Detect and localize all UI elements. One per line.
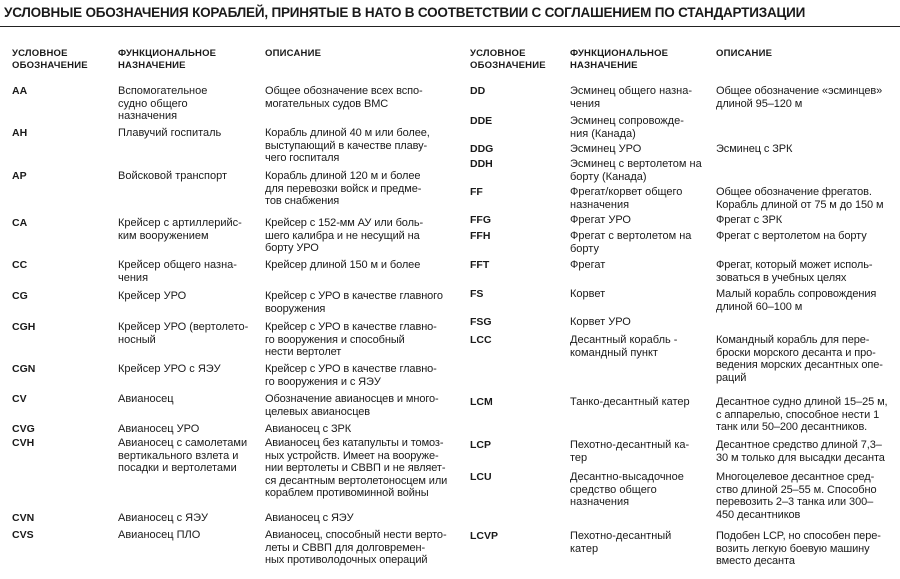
ship-function: Эсминец общего назна- чения bbox=[570, 85, 693, 110]
ship-code: CG bbox=[12, 290, 28, 302]
ship-function: Эсминец сопровожде- ния (Канада) bbox=[570, 115, 684, 140]
ship-description: Подобен LCP, но способен пере- возить легкую боевую машину вместо десанта bbox=[716, 530, 881, 568]
ship-description: Фрегат с вертолетом на борту bbox=[716, 230, 867, 242]
ship-function: Эсминец УРО bbox=[570, 143, 642, 155]
header-description-right: ОПИСАНИЕ bbox=[716, 48, 773, 59]
ship-code: AP bbox=[12, 170, 27, 182]
ship-description: Общее обозначение «эсминцев» длиной 95–120 м bbox=[716, 85, 883, 110]
ship-function: Авианосец ПЛО bbox=[118, 529, 201, 541]
ship-code: DDG bbox=[470, 143, 494, 155]
header-function-right: ФУНКЦИОНАЛЬНОЕ НАЗНАЧЕНИЕ bbox=[570, 48, 669, 71]
ship-code: DDE bbox=[470, 115, 493, 127]
ship-code: CV bbox=[12, 393, 27, 405]
ship-description: Общее обозначение всех вспо- могательных судов ВМС bbox=[265, 85, 423, 110]
page-title: УСЛОВНЫЕ ОБОЗНАЧЕНИЯ КОРАБЛЕЙ, ПРИНЯТЫЕ В НАТО В СООТВЕТСТВИИ С СОГЛАШЕНИЕМ ПО СТАНДАРТИЗАЦИИ bbox=[4, 5, 806, 20]
ship-description: Крейсер с УРО в качестве главно- го вооружения и способный нести вертолет bbox=[265, 321, 437, 359]
ship-code: CVG bbox=[12, 423, 35, 435]
ship-function: Авианосец УРО bbox=[118, 423, 200, 435]
ship-code: FS bbox=[470, 288, 484, 300]
ship-code: LCM bbox=[470, 396, 493, 408]
ship-function: Десантный корабль - командный пункт bbox=[570, 334, 678, 359]
ship-code: LCVP bbox=[470, 530, 499, 542]
ship-description: Корабль длиной 120 м и более для перевозки войск и предме- тов снабжения bbox=[265, 170, 422, 208]
ship-function: Пехотно-десантный ка- тер bbox=[570, 439, 690, 464]
ship-code: LCP bbox=[470, 439, 491, 451]
ship-code: FFH bbox=[470, 230, 491, 242]
ship-description: Крейсер с УРО в качестве главного вооружения bbox=[265, 290, 443, 315]
title-divider bbox=[0, 26, 900, 27]
ship-code: DD bbox=[470, 85, 486, 97]
ship-function: Корвет bbox=[570, 288, 606, 300]
ship-code: FFG bbox=[470, 214, 491, 226]
ship-function: Эсминец с вертолетом на борту (Канада) bbox=[570, 158, 702, 183]
ship-function: Крейсер УРО (вертолето- носный bbox=[118, 321, 249, 346]
ship-code: FF bbox=[470, 186, 483, 198]
ship-function: Крейсер УРО bbox=[118, 290, 187, 302]
ship-description: Десантное судно длиной 15–25 м, с аппарелью, способное нести 1 танк или 50–200 десантников. bbox=[716, 396, 888, 434]
ship-code: CVS bbox=[12, 529, 34, 541]
ship-description: Крейсер с 152-мм АУ или боль- шего калибра и не несущий на борту УРО bbox=[265, 217, 424, 255]
ship-function: Фрегат bbox=[570, 259, 606, 271]
ship-function: Авианосец с ЯЭУ bbox=[118, 512, 209, 524]
ship-description: Авианосец с ЯЭУ bbox=[265, 512, 354, 524]
ship-description: Крейсер длиной 150 м и более bbox=[265, 259, 421, 271]
ship-function: Вспомогательное судно общего назначения bbox=[118, 85, 208, 123]
header-function-left: ФУНКЦИОНАЛЬНОЕ НАЗНАЧЕНИЕ bbox=[118, 48, 217, 71]
ship-function: Крейсер с артиллерийс- ким вооружением bbox=[118, 217, 242, 242]
ship-description: Обозначение авианосцев и много- целевых авианосцев bbox=[265, 393, 439, 418]
ship-function: Танко-десантный катер bbox=[570, 396, 690, 408]
ship-description: Крейсер с УРО в качестве главно- го вооружения и с ЯЭУ bbox=[265, 363, 437, 388]
header-code-left: УСЛОВНОЕ ОБОЗНАЧЕНИЕ bbox=[12, 48, 88, 71]
ship-description: Общее обозначение фрегатов. Корабль длиной от 75 м до 150 м bbox=[716, 186, 884, 211]
ship-description: Фрегат с ЗРК bbox=[716, 214, 783, 226]
ship-function: Крейсер общего назна- чения bbox=[118, 259, 237, 284]
header-code-right: УСЛОВНОЕ ОБОЗНАЧЕНИЕ bbox=[470, 48, 546, 71]
ship-code: AA bbox=[12, 85, 28, 97]
ship-description: Эсминец с ЗРК bbox=[716, 143, 793, 155]
ship-description: Авианосец, способный нести верто- леты и СВВП для долговремен- ных противолодочных операций bbox=[265, 529, 447, 567]
ship-function: Десантно-высадочное средство общего назначения bbox=[570, 471, 684, 509]
ship-description: Авианосец без катапульты и томоз- ных устройств. Имеет на вооруже- нии вертолеты и СВВП и не являет- ся десантным вертолетоносцем или кораблем противоминной войны bbox=[265, 437, 448, 500]
ship-function: Войсковой транспорт bbox=[118, 170, 228, 182]
ship-function: Плавучий госпиталь bbox=[118, 127, 222, 139]
ship-code: CVN bbox=[12, 512, 35, 524]
ship-code: FFT bbox=[470, 259, 490, 271]
ship-function: Фрегат/корвет общего назначения bbox=[570, 186, 683, 211]
header-description-left: ОПИСАНИЕ bbox=[265, 48, 322, 59]
ship-code: CGH bbox=[12, 321, 36, 333]
ship-code: CVH bbox=[12, 437, 35, 449]
ship-code: LCU bbox=[470, 471, 492, 483]
ship-function: Крейсер УРО с ЯЭУ bbox=[118, 363, 221, 375]
ship-function: Фрегат УРО bbox=[570, 214, 631, 226]
ship-description: Малый корабль сопровождения длиной 60–100 м bbox=[716, 288, 877, 313]
ship-code: FSG bbox=[470, 316, 492, 328]
ship-description: Командный корабль для пере- броски морского десанта и про- ведения морских десантных опе- раций bbox=[716, 334, 883, 384]
ship-code: CGN bbox=[12, 363, 36, 375]
ship-description: Авианосец с ЗРК bbox=[265, 423, 352, 435]
ship-function: Фрегат с вертолетом на борту bbox=[570, 230, 692, 255]
ship-function: Пехотно-десантный катер bbox=[570, 530, 672, 555]
ship-function: Авианосец с самолетами вертикального взлета и посадки и вертолетами bbox=[118, 437, 248, 475]
ship-code: CA bbox=[12, 217, 28, 229]
ship-function: Корвет УРО bbox=[570, 316, 631, 328]
ship-description: Десантное средство длиной 7,3– 30 м только для высадки десанта bbox=[716, 439, 885, 464]
ship-function: Авианосец bbox=[118, 393, 174, 405]
ship-code: DDH bbox=[470, 158, 493, 170]
ship-code: LCC bbox=[470, 334, 492, 346]
ship-description: Фрегат, который может исполь- зоваться в учебных целях bbox=[716, 259, 873, 284]
ship-description: Корабль длиной 40 м или более, выступающий в качестве плаву- чего госпиталя bbox=[265, 127, 430, 165]
ship-code: CC bbox=[12, 259, 28, 271]
ship-code: AH bbox=[12, 127, 28, 139]
ship-description: Многоцелевое десантное сред- ство длиной 25–55 м. Способно перевозить 2–3 танка или 300– 450 десантников bbox=[716, 471, 877, 521]
